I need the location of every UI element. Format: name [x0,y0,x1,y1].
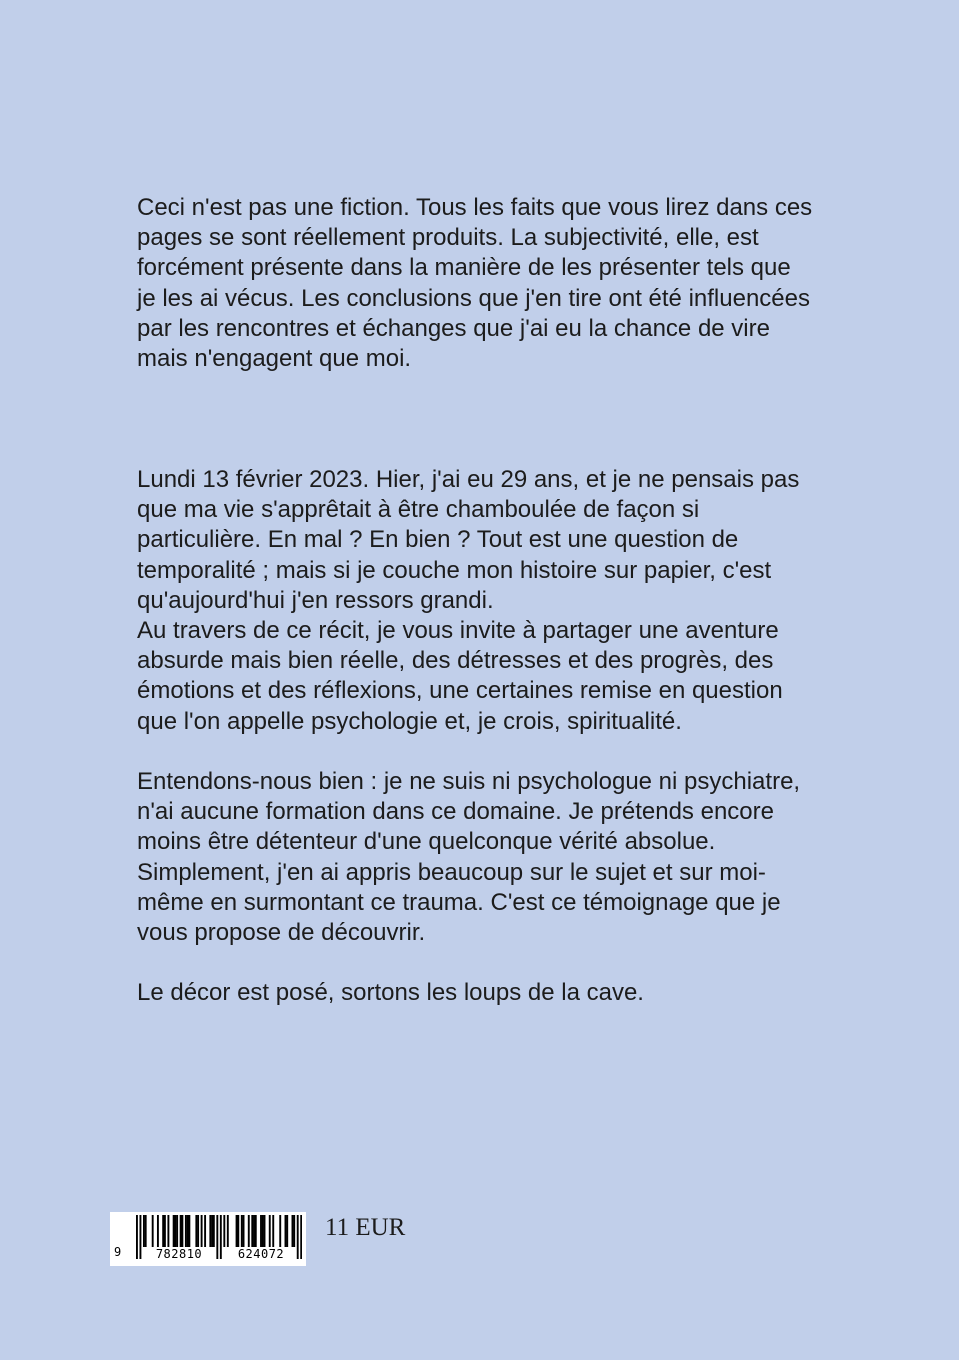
barcode-bar [279,1215,281,1247]
barcode-bar [260,1215,262,1247]
barcode-bar [145,1215,147,1247]
summary-paragraph-3: Entendons-nous bien : je ne suis ni psychologue ni psychiatre, n'ai aucune formation dans ce domaine. Je prétends encore moins être détenteur d'une quelconque vérité absolue. Simplement, j'en ai appris beaucoup sur le sujet et sur moi- même en surmontant ce trauma. C'est ce témoignage que je vous propose de découvrir. [137,768,801,947]
barcode-bar [157,1215,159,1247]
barcode-bar [164,1215,166,1247]
isbn-barcode [110,1212,306,1266]
isbn-first-digit: 9 [114,1245,122,1259]
summary-paragraph-2: Au travers de ce récit, je vous invite à partager une aventure absurde mais bien réelle, des détresses et des progrès, des émotions et des réflexions, une certaines remise en question que l'on appelle psychologie et, je crois, spiritualité. [137,617,783,735]
summary-text-block [137,465,837,1009]
barcode-bar [237,1215,239,1247]
barcode-bar [181,1215,183,1247]
barcode-bar [241,1215,243,1247]
barcode-bar [180,1215,182,1247]
barcode-bar [195,1215,197,1247]
barcode-bar [211,1215,213,1247]
barcode-bar [272,1215,274,1247]
barcode-bar [297,1215,299,1259]
barcode-bar [243,1215,245,1247]
barcode-bar [300,1215,302,1259]
barcode-bar [139,1215,141,1259]
barcode-bar [262,1215,264,1247]
barcode-bar [204,1215,206,1247]
barcode-bar [253,1215,255,1247]
barcode-bar [209,1215,211,1247]
barcode-bar [187,1215,189,1247]
isbn-left-digits: 782810 [146,1247,212,1261]
barcode-bar [286,1215,288,1247]
barcode-bar [188,1215,190,1247]
barcode-bar [251,1215,253,1247]
summary-paragraph-4: Le décor est posé, sortons les loups de la cave. [137,979,644,1007]
barcode-bar [248,1215,250,1247]
barcode-bar [185,1215,187,1247]
barcode-bar [213,1215,215,1247]
intro-paragraph: Ceci n'est pas une fiction. Tous les faits que vous lirez dans ces pages se sont réellement produits. La subjectivité, elle, est forcément présente dans la manière de les présenter tels que je les ai vécus. Les conclusions que j'en tire ont été influencées par les rencontres et échanges que j'ai eu la chance de vire mais n'engagent que moi. [137,194,813,373]
barcode-bar [174,1215,176,1247]
barcode-bar [201,1215,203,1247]
barcode-bar [162,1215,164,1247]
summary-paragraph-1: Lundi 13 février 2023. Hier, j'ai eu 29 ans, et je ne pensais pas que ma vie s'apprêtait à être chamboulée de façon si particulière. En mal ? En bien ? Tout est une question de temporalité ; mais si je couche mon histoire sur papier, c'est qu'aujourd'hui j'en ressors grandi. [137,466,800,614]
barcode-bar [152,1215,154,1247]
barcode-bar [293,1215,295,1247]
barcode-bar [264,1215,266,1247]
barcode-bar [143,1215,145,1247]
barcode-bar [173,1215,175,1247]
barcode-bar [197,1215,199,1247]
barcode-bar [220,1215,222,1259]
barcode-bar [292,1215,294,1247]
barcode-bar [176,1215,178,1247]
paragraph-spacer [137,737,837,767]
barcode-bar [227,1215,229,1247]
intro-text-block [137,193,837,374]
barcode-bar [236,1215,238,1247]
isbn-right-digits: 624072 [228,1247,294,1261]
barcode-bar [285,1215,287,1247]
barcode-bar [136,1215,138,1259]
barcode-bar [223,1215,225,1247]
barcode-bar [167,1215,169,1247]
paragraph-spacer [137,948,837,978]
price-label: 11 EUR [325,1214,406,1241]
barcode-bar [255,1215,257,1247]
barcode-bar [216,1215,218,1259]
barcode-bar [269,1215,271,1247]
